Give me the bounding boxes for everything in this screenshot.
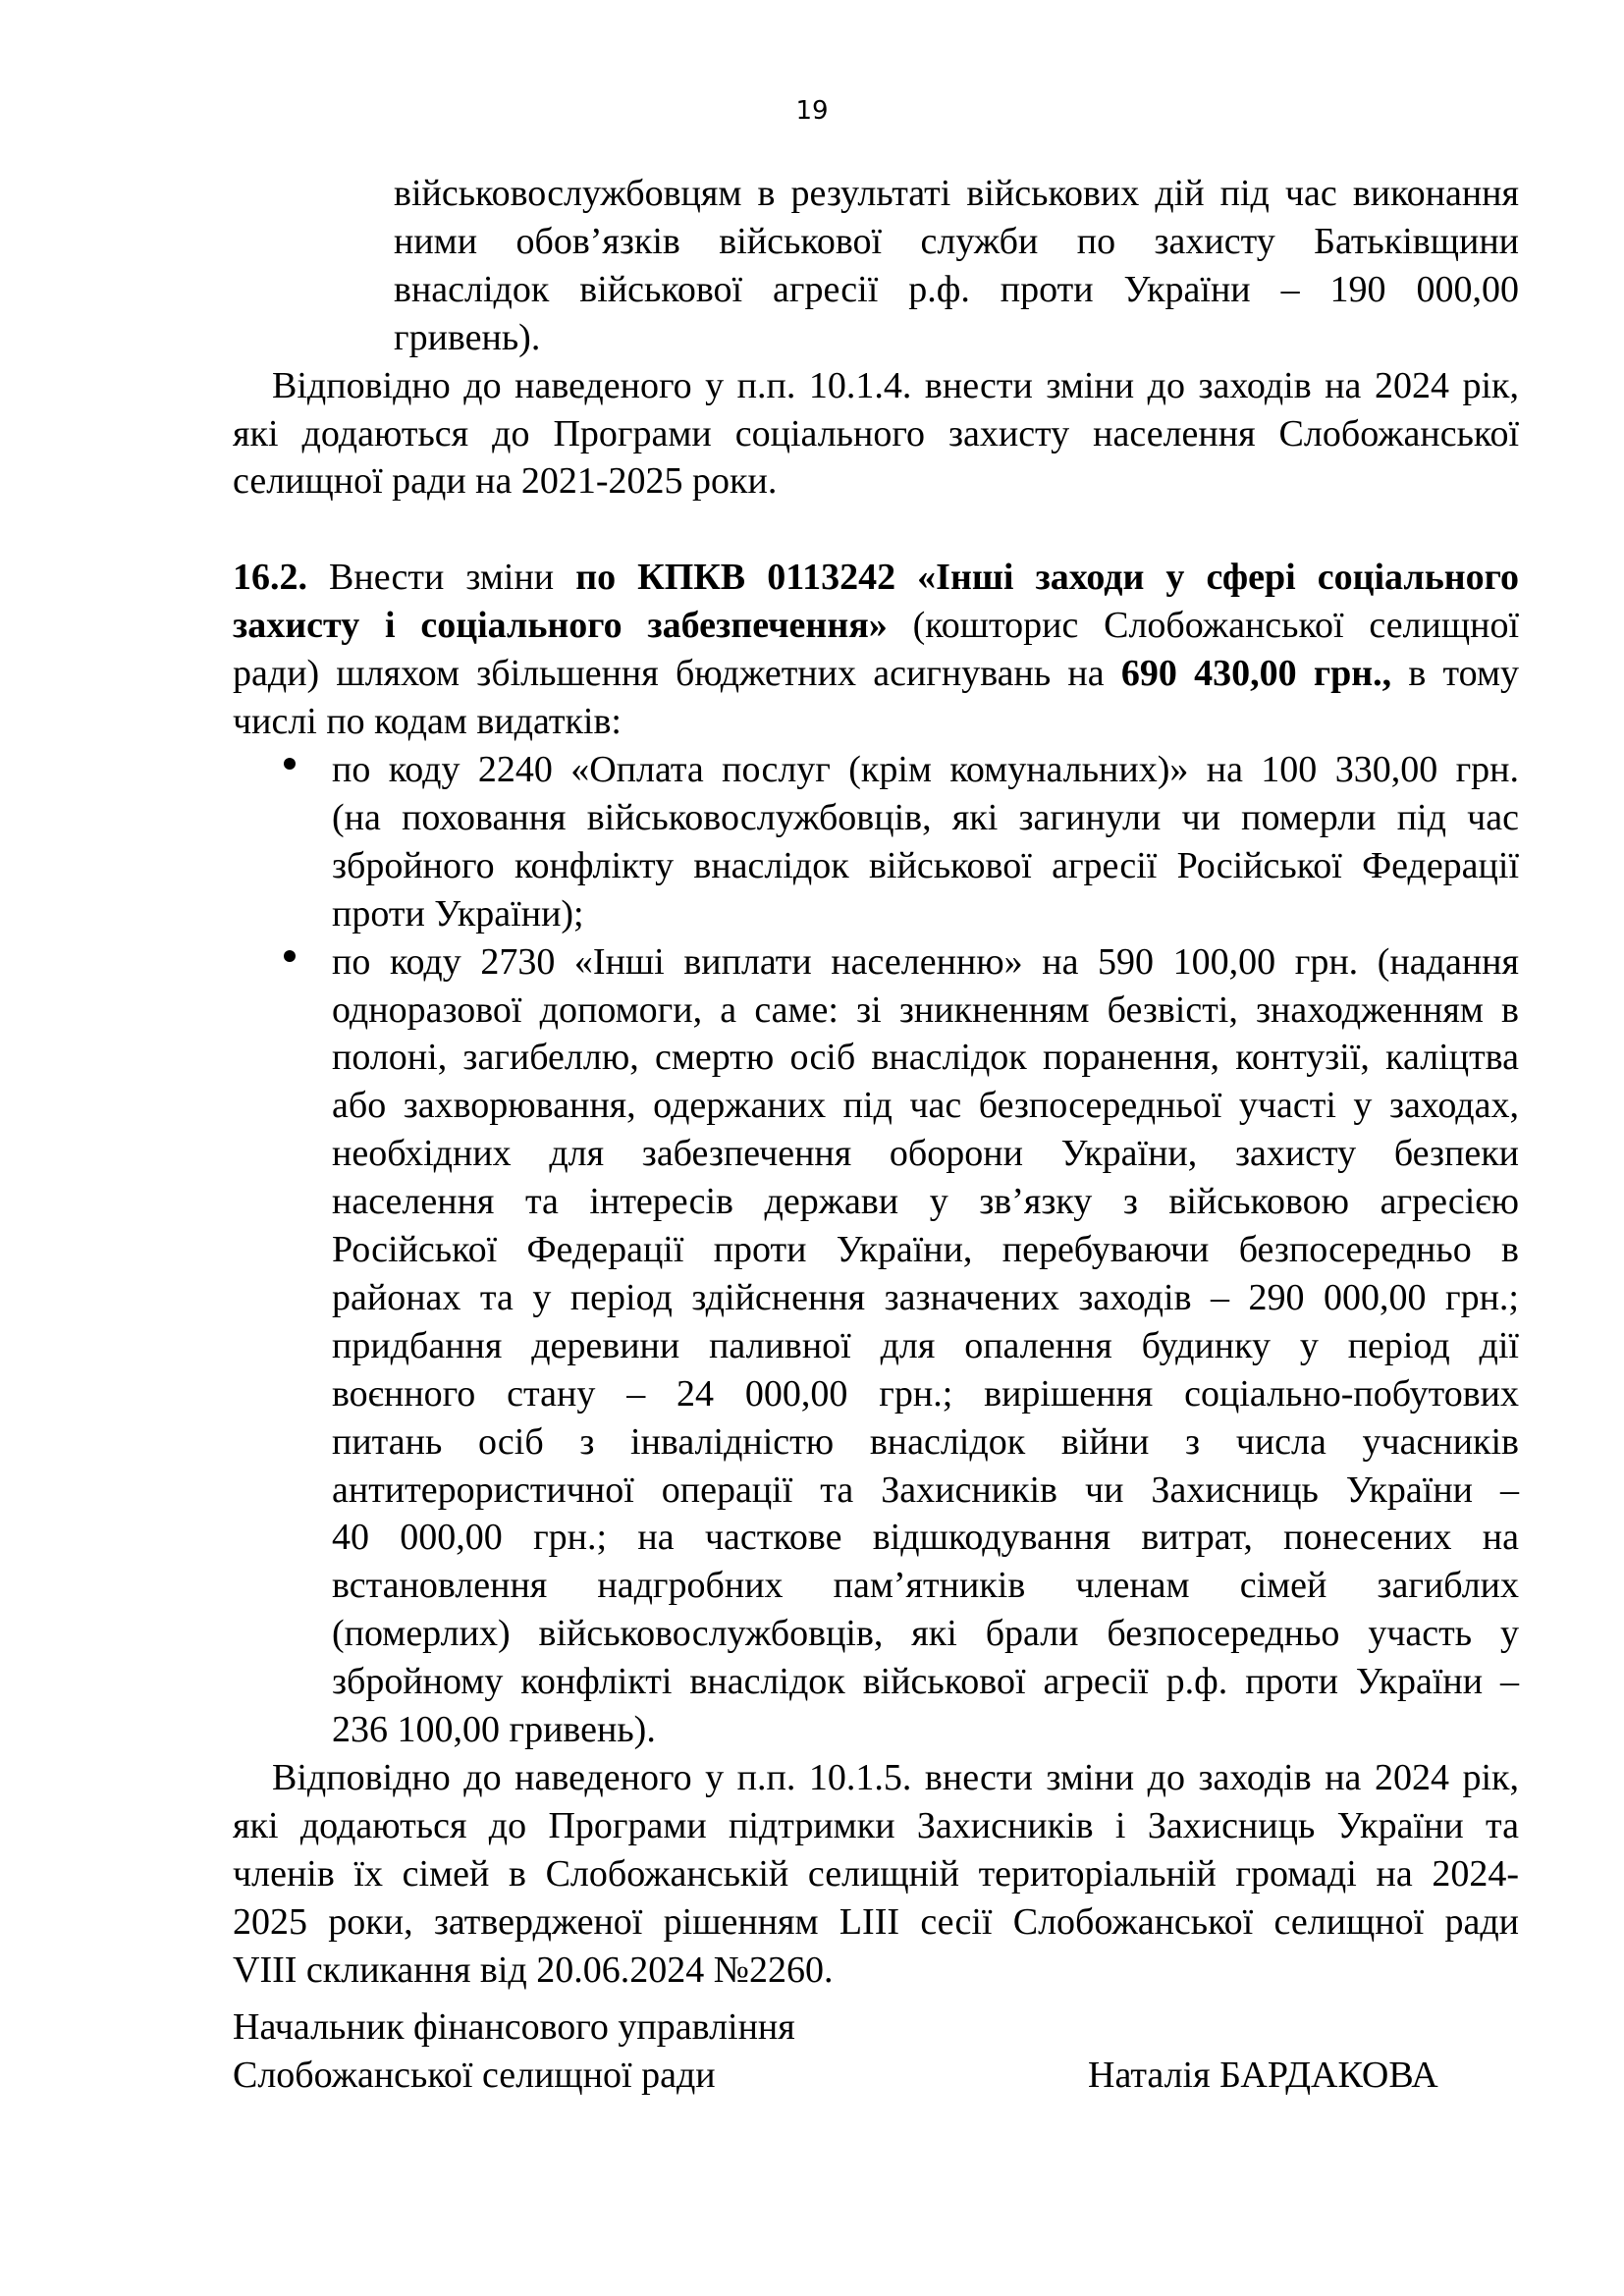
text-line: необхідних для забезпечення оборони України, захисту безпеки — [332, 1133, 1519, 1175]
page-number: 19 — [795, 96, 829, 126]
text-line: районах та у період здійснення зазначених заходів – 290 000,00 грн.; — [332, 1276, 1519, 1318]
text-line: (на поховання військовослужбовців, які загинули чи померли під час — [332, 796, 1519, 838]
document-body — [233, 170, 1519, 1995]
bullet-icon — [284, 758, 296, 770]
text-line: збройному конфлікті внаслідок військової агресії р.ф. проти України – — [332, 1661, 1519, 1703]
text-line: VIII скликання від 20.06.2024 №2260. — [233, 1949, 834, 1991]
text-line: членів їх сімей в Слобожанській селищній територіальній громаді на 2024- — [233, 1852, 1519, 1895]
text-line: гривень). — [394, 316, 541, 358]
section-number: 16.2. — [233, 557, 307, 599]
text-line: які додаються до Програми соціального захисту населення Слобожанської — [233, 412, 1519, 454]
text-line: придбання деревини паливної для опалення будинку у період дії — [332, 1324, 1519, 1366]
text-line: військовослужбовцям в результаті військових дій під час виконання — [394, 173, 1519, 214]
text-line: воєнного стану – 24 000,00 грн.; вирішення соціально-побутових — [332, 1372, 1519, 1415]
text-line: проти України); — [332, 892, 584, 934]
text-line: ради) шляхом збільшення бюджетних асигнувань на 690 430,00 грн., в тому — [233, 653, 1519, 695]
text-line: які додаються до Програми підтримки Захисників і Захисниць України та — [233, 1804, 1519, 1846]
text-line: Російської Федерації проти України, перебуваючи безпосередньо в — [332, 1229, 1519, 1271]
text-line: населення та інтересів держави у зв’язку з військовою агресією — [332, 1181, 1519, 1223]
kpkv-title-cont: захисту і соціального забезпечення» — [233, 605, 888, 647]
text-line: по коду 2240 «Оплата послуг (крім комунальних)» на 100 330,00 грн. — [332, 748, 1519, 790]
text-line: одноразової допомоги, а саме: зі зникненням безвісті, знаходженням в — [332, 988, 1519, 1031]
text-line: 2025 роки, затвердженої рішенням LIII сесії Слобожанської селищної ради — [233, 1900, 1519, 1943]
text-line: встановлення надгробних пам’ятників членам сімей загиблих — [332, 1565, 1519, 1607]
continuation-text — [233, 170, 1519, 362]
text-line: селищної ради на 2021-2025 роки. — [233, 460, 778, 503]
text-line: (померлих) військовослужбовців, які брали безпосередньо участь у — [332, 1613, 1519, 1655]
text-line: 236 100,00 гривень). — [332, 1709, 656, 1751]
signature-block — [233, 2003, 1519, 2100]
text-line: Відповідно до наведеного у п.п. 10.1.5. внести зміни до заходів на 2024 рік, — [272, 1757, 1519, 1798]
text-line: внаслідок військової агресії р.ф. проти України – 190 000,00 — [394, 268, 1519, 310]
text-line: 16.2. Внести зміни по КПКВ 0113242 «Інші заходи у сфері соціального — [233, 557, 1519, 599]
paragraph-program-defenders — [233, 1754, 1519, 1995]
signatory-organization: Слобожанської селищної ради — [233, 2054, 716, 2096]
text-line: ними обов’язків військової служби по захисту Батьківщини — [394, 220, 1519, 262]
text-line: полоні, загибеллю, смертю осіб внаслідок поранення, контузії, каліцтва — [332, 1037, 1519, 1079]
signatory-name: Наталія БАРДАКОВА — [1088, 2055, 1438, 2096]
text-line: 40 000,00 грн.; на часткове відшкодування витрат, понесених на — [332, 1517, 1519, 1559]
text-line: числі по кодам видатків: — [233, 701, 622, 743]
paragraph-program-social — [233, 362, 1519, 507]
bullet-icon — [284, 950, 296, 962]
section-16-2 — [233, 554, 1519, 746]
text-line: Відповідно до наведеного у п.п. 10.1.4. внести зміни до заходів на 2024 рік, — [272, 364, 1519, 406]
list-item-code-2730 — [233, 938, 1519, 1754]
list-item-code-2240 — [233, 746, 1519, 938]
text-line: захисту і соціального забезпечення» (кошторис Слобожанської селищної — [233, 605, 1520, 647]
text-line: питань осіб з інвалідністю внаслідок війни з числа учасників — [332, 1420, 1519, 1463]
text-line: збройного конфлікту внаслідок військової агресії Російської Федерації — [332, 844, 1519, 886]
text-line: або захворювання, одержаних під час безпосередньої участі у заходах, — [332, 1085, 1519, 1127]
text-line: по коду 2730 «Інші виплати населенню» на 590 100,00 грн. (надання — [332, 940, 1519, 983]
signatory-position: Начальник фінансового управління — [233, 2006, 795, 2048]
total-amount: 690 430,00 грн., — [1120, 653, 1392, 695]
kpkv-title: по КПКВ 0113242 «Інші заходи у сфері соціального — [575, 557, 1519, 599]
text-line: антитерористичної операції та Захисників чи Захисниць України – — [332, 1468, 1519, 1511]
